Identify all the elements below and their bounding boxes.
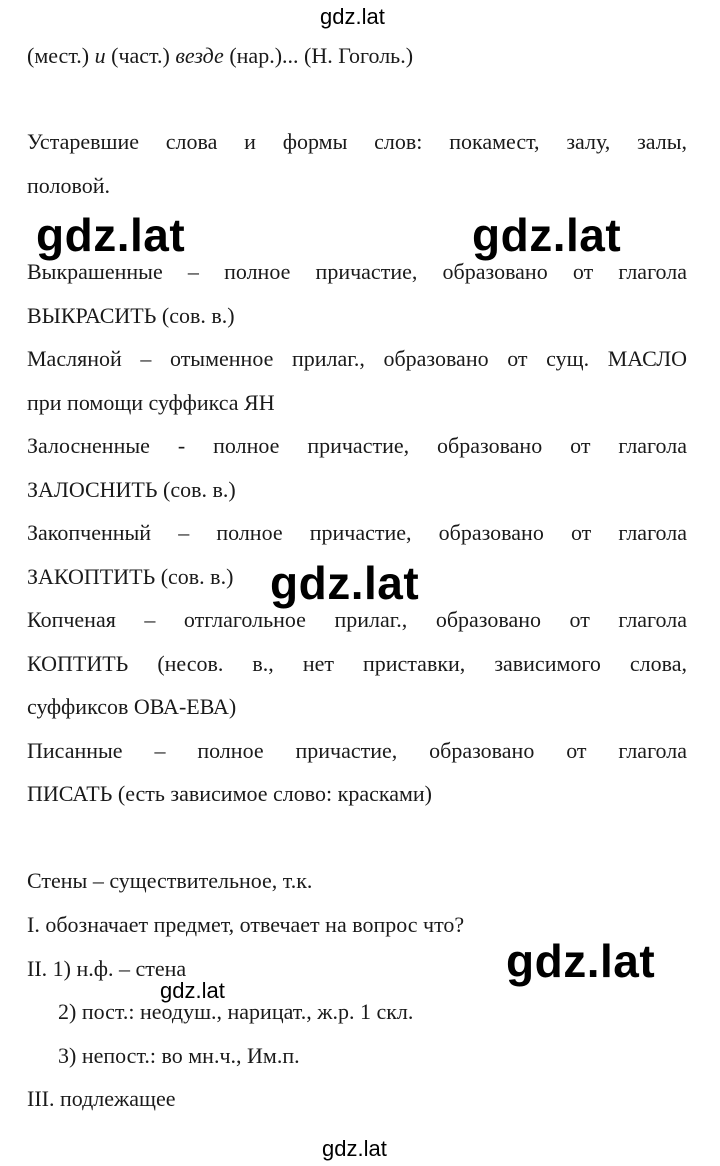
watermark-top: gdz.lat: [320, 4, 385, 29]
analysis-line: суффиксов ОВА-ЕВА): [27, 694, 237, 719]
watermark-big-left: gdz.lat: [36, 209, 186, 261]
parse-point-1: I. обозначает предмет, отвечает на вопрос что?: [27, 912, 465, 937]
watermark-big-middle: gdz.lat: [270, 557, 420, 609]
analysis-line: ЗАКОПТИТЬ (сов. в.): [27, 564, 234, 589]
parse-point-2-2: 2) пост.: неодуш., нарицат., ж.р. 1 скл.: [58, 999, 414, 1024]
intro-text-2: (част.): [105, 43, 176, 68]
parse-point-3: III. подлежащее: [27, 1086, 176, 1111]
analysis-line: Закопченный – полное причастие, образовано от глагола: [27, 520, 687, 545]
intro-italic-2: везде: [175, 43, 224, 68]
analysis-line: Залосненные - полное причастие, образовано от глагола: [27, 433, 687, 458]
analysis-line: Выкрашенные – полное причастие, образовано от глагола: [27, 259, 687, 284]
analysis-line: при помощи суффикса ЯН: [27, 390, 275, 415]
watermark-big-lower-right: gdz.lat: [506, 935, 656, 987]
parse-heading: Стены – существительное, т.к.: [27, 868, 313, 893]
intro-text-3: (нар.)... (Н. Гоголь.): [223, 43, 414, 68]
intro-line: [27, 42, 687, 70]
analysis-line: Масляной – отыменное прилаг., образовано от сущ. МАСЛО: [27, 346, 687, 371]
parse-point-2: II. 1) н.ф. – стена: [27, 956, 187, 981]
watermark-big-right: gdz.lat: [472, 209, 622, 261]
watermark-small-lower: gdz.lat: [160, 978, 225, 1003]
analysis-line: ПИСАТЬ (есть зависимое слово: красками): [27, 781, 432, 806]
obsolete-line-2: половой.: [27, 173, 110, 198]
obsolete-line-1: Устаревшие слова и формы слов: покамест, залу, залы,: [27, 129, 687, 154]
analysis-line: Копченая – отглагольное прилаг., образовано от глагола: [27, 607, 687, 632]
parse-point-2-3: 3) непост.: во мн.ч., Им.п.: [58, 1043, 300, 1068]
watermark-bottom: gdz.lat: [322, 1136, 387, 1161]
analysis-line: Писанные – полное причастие, образовано от глагола: [27, 738, 687, 763]
intro-italic-1: и: [94, 43, 106, 68]
analysis-line: ВЫКРАСИТЬ (сов. в.): [27, 303, 235, 328]
analysis-line: КОПТИТЬ (несов. в., нет приставки, зависимого слова,: [27, 651, 687, 676]
intro-text-1: (мест.): [27, 43, 95, 68]
analysis-line: ЗАЛОСНИТЬ (сов. в.): [27, 477, 236, 502]
